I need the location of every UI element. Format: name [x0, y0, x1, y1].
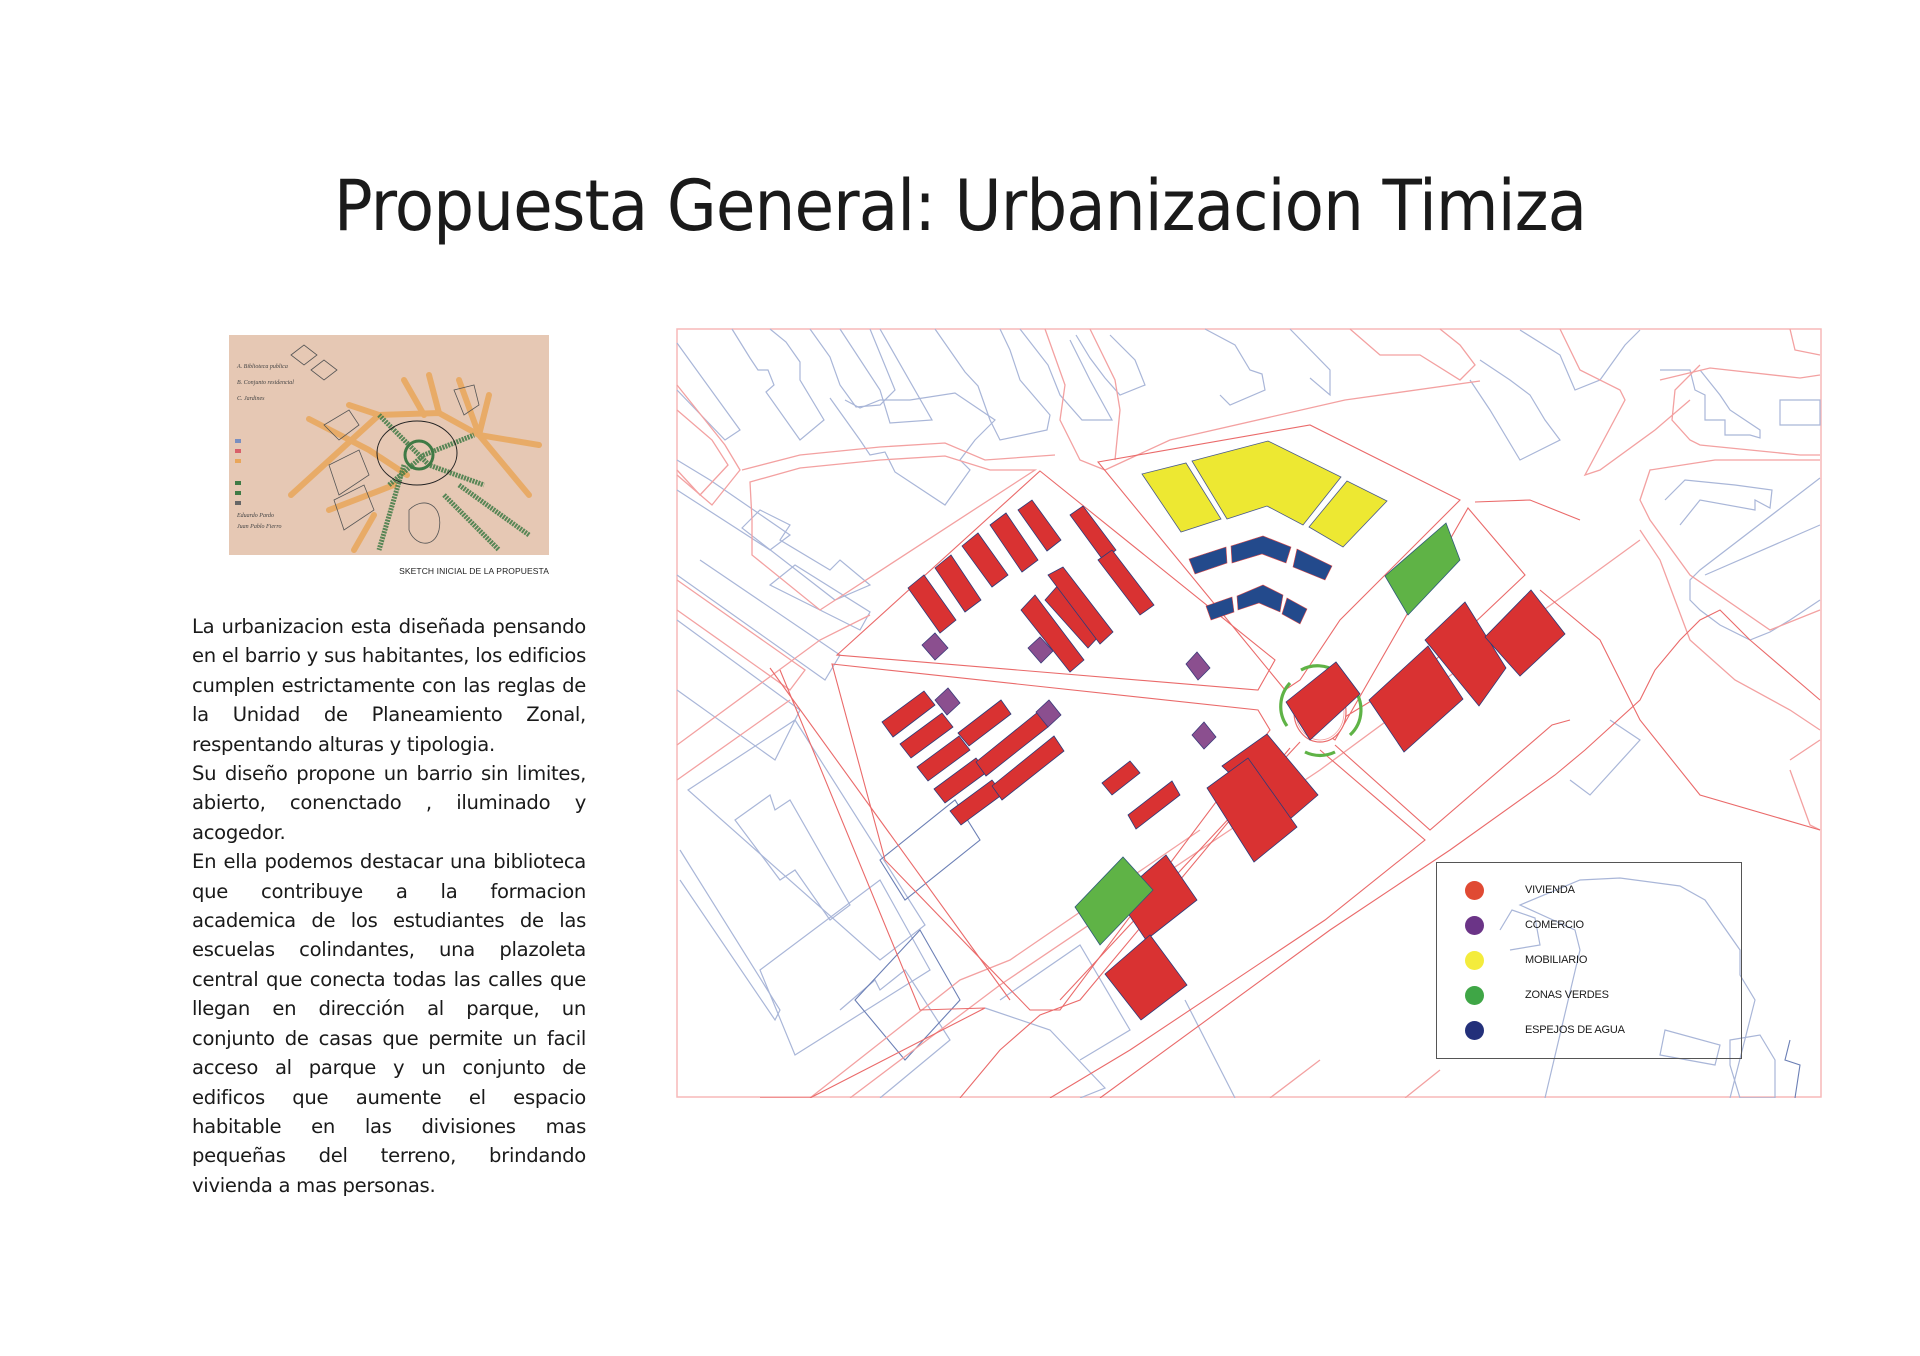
site-plan-map	[676, 328, 1822, 1098]
svg-text:B. Conjunto residencial: B. Conjunto residencial	[237, 380, 294, 386]
svg-text:C. Jardines: C. Jardines	[237, 396, 265, 402]
vivienda-color-dot-icon	[1465, 881, 1484, 900]
legend-label: VIVIENDA	[1525, 884, 1575, 896]
legend-label: COMERCIO	[1525, 919, 1584, 931]
legend-item-vivienda	[1465, 880, 1575, 900]
svg-text:Juan Pablo Fierro: Juan Pablo Fierro	[237, 524, 282, 530]
description-text	[192, 612, 586, 1200]
description-paragraph-3: En ella podemos destacar una biblioteca que contribuye a la formacion academica de los estudiantes de las escuelas colindantes, una plazoleta central que conecta todas las calles que llegan en dirección al parque, un conjunto de casas que permite un facil acceso al parque y un conjunto de edificos que aumente el espacio habitable en las divisiones mas pequeñas del terreno, brindando vivienda a mas personas.	[192, 850, 586, 1197]
sketch-caption: SKETCH INICIAL DE LA PROPUESTA	[399, 566, 549, 576]
espejos-de-agua-color-dot-icon	[1465, 1021, 1484, 1040]
svg-text:A. Biblioteca publica: A. Biblioteca publica	[237, 364, 288, 370]
comercio-color-dot-icon	[1465, 916, 1484, 935]
svg-text:Eduardo Pardo: Eduardo Pardo	[237, 513, 275, 519]
description-paragraph-1: La urbanizacion esta diseñada pensando en el barrio y sus habitantes, los edificios cumplen estrictamente con las reglas de la Unidad de Planeamiento Zonal, respentando alturas y tipologia.	[192, 615, 586, 756]
initial-sketch-image	[229, 335, 549, 555]
legend-label: ZONAS VERDES	[1525, 989, 1609, 1001]
legend-item-comercio	[1465, 915, 1584, 935]
map-legend	[1436, 862, 1742, 1059]
description-paragraph-2: Su diseño propone un barrio sin limites, abierto, conenctado , iluminado y acogedor.	[192, 762, 586, 844]
mobiliario-color-dot-icon	[1465, 951, 1484, 970]
legend-label: ESPEJOS DE AGUA	[1525, 1024, 1625, 1036]
page-title: Propuesta General: Urbanizacion Timiza	[333, 164, 1587, 247]
legend-item-zonas-verdes	[1465, 985, 1609, 1005]
legend-label: MOBILIARIO	[1525, 954, 1588, 966]
legend-item-espejos-de-agua	[1465, 1020, 1625, 1040]
legend-item-mobiliario	[1465, 950, 1588, 970]
sketch-drawing	[229, 335, 549, 555]
zonas-verdes-color-dot-icon	[1465, 986, 1484, 1005]
